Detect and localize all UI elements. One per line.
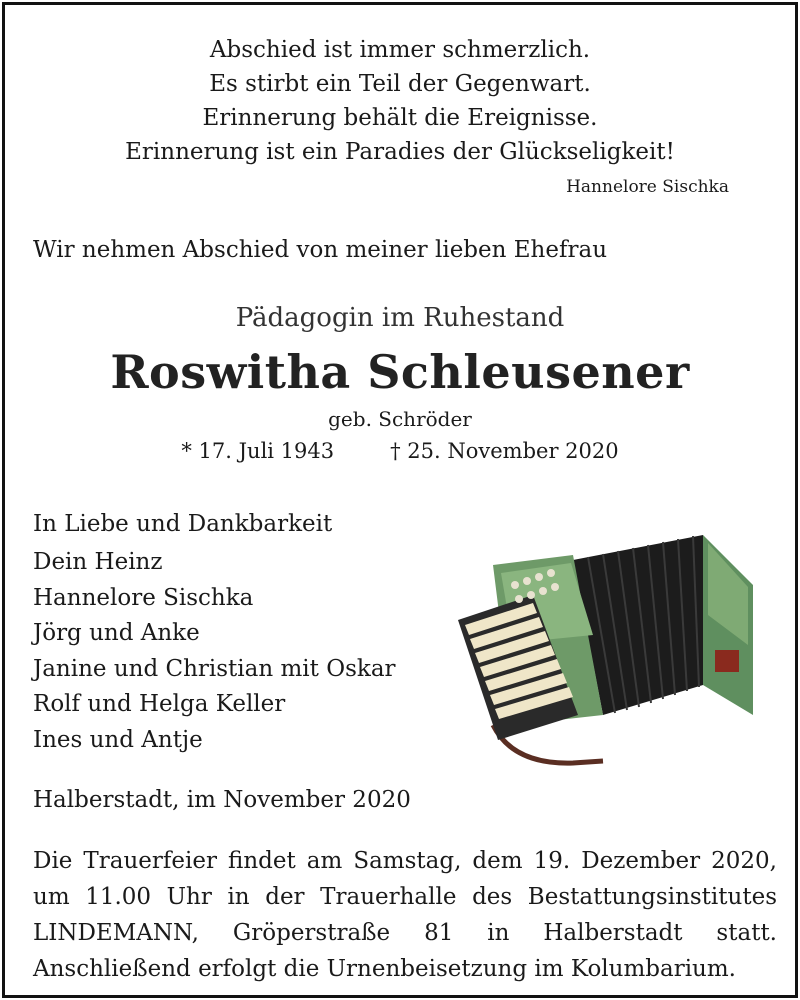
poem-line: Erinnerung ist ein Paradies der Glückseligkeit! (125, 139, 675, 165)
mourner-name: Dein Heinz (33, 549, 163, 575)
obituary-frame (2, 2, 798, 998)
mourner-name: Ines und Antje (33, 726, 203, 753)
place-date: Halberstadt, im November 2020 (33, 787, 411, 813)
birth-date: * 17. Juli 1943 (181, 439, 335, 463)
life-dates (5, 439, 795, 463)
poem-line: Es stirbt ein Teil der Gegenwart. (209, 71, 591, 97)
born-name: geb. Schröder (328, 407, 472, 431)
deceased-name: Roswitha Schleusener (110, 345, 690, 399)
poem-author: Hannelore Sischka (566, 177, 729, 197)
mourner-name: Jörg und Anke (33, 620, 200, 646)
death-date: † 25. November 2020 (390, 439, 619, 463)
mourner-name: Hannelore Sischka (33, 584, 254, 611)
poem (5, 33, 795, 169)
mourner-name: Janine und Christian mit Oskar (33, 655, 396, 682)
profession: Pädagogin im Ruhestand (235, 303, 565, 333)
mourner-name: Rolf und Helga Keller (33, 691, 286, 717)
mourners-list (33, 545, 396, 758)
poem-line: Erinnerung behält die Ereignisse. (202, 105, 598, 131)
mourners-heading: In Liebe und Dankbarkeit (33, 511, 333, 537)
intro-text: Wir nehmen Abschied von meiner lieben Ehefrau (33, 237, 608, 263)
poem-line: Abschied ist immer schmerzlich. (209, 37, 591, 63)
funeral-notice: Die Trauerfeier findet am Samstag, dem 19. Dezember 2020, um 11.00 Uhr in der Trauerhalle des Bestattungsinstitutes LINDEMANN, Gröperstraße 81 in Halberstadt statt. Anschließend erfolgt die Urnenbeisetzung im Kolumbarium. (33, 848, 777, 982)
accordion-icon (453, 525, 763, 775)
